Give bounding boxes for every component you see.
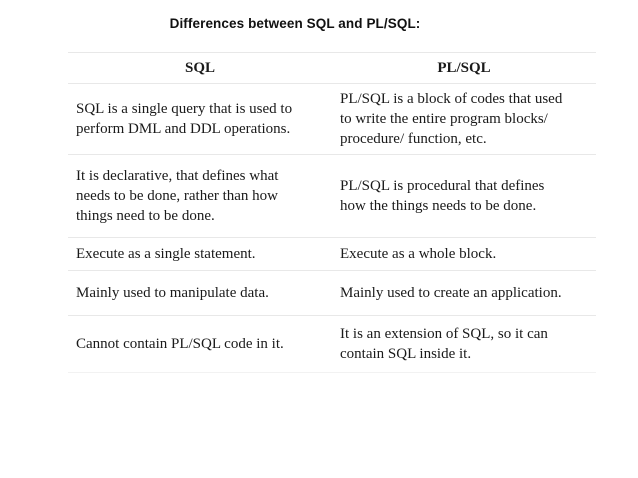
table-row xyxy=(68,271,596,316)
sql-cell: SQL is a single query that is used to perform DML and DDL operations. xyxy=(68,84,332,155)
column-header-sql: SQL xyxy=(68,53,332,84)
plsql-cell: Execute as a whole block. xyxy=(332,238,596,271)
table-row xyxy=(68,84,596,155)
sql-cell: It is declarative, that defines what needs to be done, rather than how things need to be done. xyxy=(68,155,332,238)
table-row xyxy=(68,155,596,238)
sql-cell: Cannot contain PL/SQL code in it. xyxy=(68,316,332,373)
plsql-cell: Mainly used to create an application. xyxy=(332,271,596,316)
plsql-cell: PL/SQL is procedural that defines how the things needs to be done. xyxy=(332,155,596,238)
sql-cell: Execute as a single statement. xyxy=(68,238,332,271)
page-title: Differences between SQL and PL/SQL: xyxy=(169,16,421,31)
plsql-cell: It is an extension of SQL, so it can contain SQL inside it. xyxy=(332,316,596,373)
table-row xyxy=(68,238,596,271)
table-row xyxy=(68,316,596,373)
sql-cell: Mainly used to manipulate data. xyxy=(68,271,332,316)
comparison-table xyxy=(68,52,596,373)
plsql-cell: PL/SQL is a block of codes that used to write the entire program blocks/ procedure/ function, etc. xyxy=(332,84,596,155)
table-header-row xyxy=(68,53,596,84)
column-header-plsql: PL/SQL xyxy=(332,53,596,84)
